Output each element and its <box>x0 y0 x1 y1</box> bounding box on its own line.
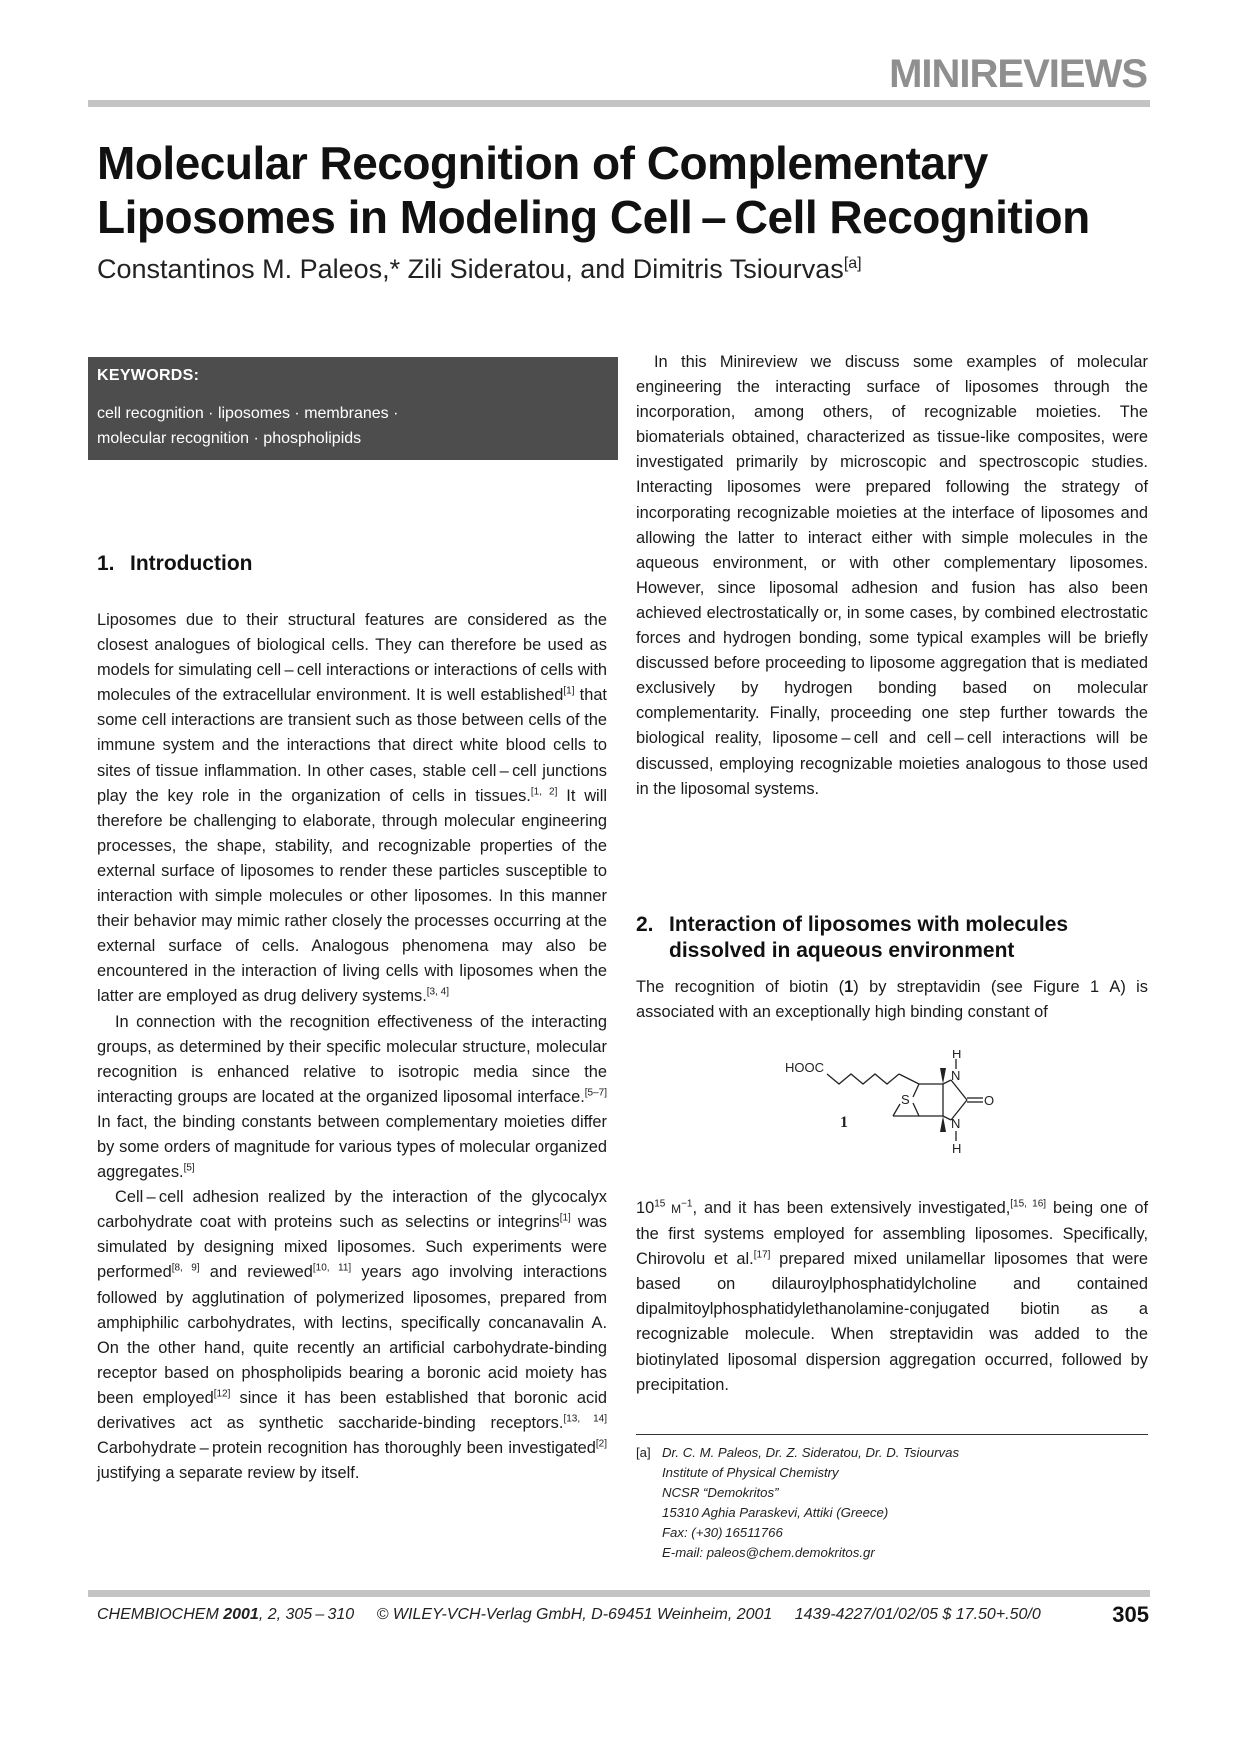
citation: [1] <box>563 685 575 697</box>
hydrogen-label-bottom: H <box>952 1141 962 1156</box>
footnote-line: NCSR “Demokritos” <box>662 1485 779 1500</box>
intro-paragraph-2: In connection with the recognition effectiveness of the interacting groups, as determined by their specific molecular structure, molecular recognition is enhanced relative to isotropic media since the interacting groups are located at the organized liposomal interface.[5–7] In fact, the binding constants between complementary moieties differ by some orders of magnitude for various types of molecular organized aggregates.[5] <box>97 1012 607 1182</box>
citation: [5–7] <box>584 1087 607 1099</box>
journal-year: 2001 <box>223 1606 259 1623</box>
keywords-line-1: cell recognition · liposomes · membranes · <box>97 405 399 422</box>
citation: [1] <box>559 1212 571 1224</box>
page-number: 305 <box>1112 1602 1149 1627</box>
citation: [12] <box>213 1388 231 1400</box>
bottom-rule <box>88 1590 1150 1597</box>
compound-number: 1 <box>840 1114 848 1131</box>
section-1-heading <box>97 551 252 577</box>
section-1-number: 1. <box>97 552 115 575</box>
intro-paragraph-1: Liposomes due to their structural features are considered as the closest analogues of biological cells. They can therefore be used as models for simulating cell – cell interactions or interactions of cells with molecules of the extracellular environment. It is well established[1] that some cell interactions are transient such as those between cells of the immune system and the interactions that direct white blood cells to sites of tissue inflammation. In other cases, stable cell – cell junctions play the key role in the organization of cells in tissues.[1, 2] It will therefore be challenging to elaborate, through molecular engineering processes, the shape, stability, and recognizable properties of the external surface of liposomes to render these particles susceptible to interaction with simple molecules or other liposomes. In this manner their behavior may mimic rather closely the processes occurring at the external surface of cells. Analogous phenomena may also be encountered in the interaction of living cells with liposomes when the latter are employed as drug delivery systems.[3, 4] <box>97 611 607 1006</box>
abstract <box>636 350 1148 802</box>
author-list <box>97 254 862 285</box>
authors-text: Constantinos M. Paleos,* Zili Sideratou, and Dimitris Tsiourvas <box>97 254 844 284</box>
section-2-title-line-1: Interaction of liposomes with molecules <box>669 913 1069 936</box>
footnote-line: E-mail: paleos@chem.demokritos.gr <box>662 1545 875 1560</box>
volume-pages: , 2, 305 – 310 <box>258 1606 355 1623</box>
page-footer <box>97 1602 1149 1627</box>
publisher-line: © WILEY-VCH-Verlag GmbH, D-69451 Weinheim, 2001 <box>376 1606 773 1623</box>
hooc-label: HOOC <box>785 1060 824 1075</box>
title-line-1: Molecular Recognition of Complementary <box>97 137 988 189</box>
citation: [2] <box>595 1438 607 1450</box>
hydrogen-label-top: H <box>952 1050 962 1061</box>
citation: [17] <box>753 1249 771 1261</box>
keywords-list <box>97 401 607 451</box>
keywords-heading: KEYWORDS: <box>97 367 200 384</box>
title-line-2: Liposomes in Modeling Cell – Cell Recognition <box>97 191 1090 243</box>
affiliation-mark: [a] <box>843 255 862 272</box>
journal-name: CHEMBIOCHEM <box>97 1606 219 1623</box>
sulfur-label: S <box>901 1092 910 1107</box>
section-2-heading <box>636 912 1148 964</box>
footnote-rule <box>636 1434 1148 1435</box>
footnote-line: Dr. C. M. Paleos, Dr. Z. Sideratou, Dr. D. Tsiourvas <box>662 1445 960 1460</box>
wedge-bond-top <box>940 1068 946 1084</box>
compound-ref: 1 <box>844 978 854 996</box>
section-2-paragraph-1: The recognition of biotin (1) by streptavidin (see Figure 1 A) is associated with an exceptionally high binding constant of <box>636 978 1148 1022</box>
citation: [15, 16] <box>1010 1198 1047 1210</box>
left-column-body <box>97 608 607 1486</box>
nitrogen-label-top: N <box>951 1068 961 1083</box>
top-rule <box>88 100 1150 107</box>
oxygen-label: O <box>984 1093 995 1108</box>
footnote-mark: [a] <box>636 1445 651 1460</box>
footnote-line: Fax: (+30) 16511766 <box>662 1525 783 1540</box>
citation: [1, 2] <box>530 786 558 798</box>
keywords-box <box>88 357 618 460</box>
citation: [8, 9] <box>171 1262 200 1274</box>
citation: [13, 14] <box>563 1413 607 1425</box>
abstract-paragraph: In this Minireview we discuss some examples of molecular engineering the interacting surface of liposomes through the incorporation, among others, of recognizable moieties. The biomaterials obtained, characterized as tissue-like composites, were investigated primarily by microscopic and spectroscopic studies. Interacting liposomes were prepared following the strategy of incorporating recognizable moieties at the interface of liposomes and allowing the latter to interact either with simple molecules in the aqueous environment, or with other complementary liposomes. However, since liposomal adhesion and fusion has also been achieved electrostatically or, in some cases, by combined electrostatic forces and hydrogen bonding, some typical examples will be briefly discussed before proceeding to liposome aggregation that is mediated exclusively by hydrogen bonding based on molecular complementarity. Finally, proceeding one step further towards the biological reality, liposome – cell and cell – cell interactions will be discussed, employing recognizable moieties analogous to those used in the liposomal systems. <box>636 353 1148 798</box>
keywords-line-2: molecular recognition · phospholipids <box>97 430 362 447</box>
footnote-line: 15310 Aghia Paraskevi, Attiki (Greece) <box>662 1505 889 1520</box>
intro-paragraph-3: Cell – cell adhesion realized by the interaction of the glycocalyx carbohydrate coat with proteins such as selectins or integrins[1] was simulated by designing mixed liposomes. Such experiments were performed[8, 9] and reviewed[10, 11] years ago involving interactions followed by agglutination of polymerized liposomes, prepared from amphiphilic carbohydrates, with lectins, specifically concanavalin A. On the other hand, quite recently an artificial carbohydrate-binding receptor based on phospholipids bearing a boronic acid moiety has been employed[12] since it has been established that boronic acid derivatives act as synthetic saccharide-binding receptors.[13, 14] Carbohydrate – protein recognition has thoroughly been investigated[2] justifying a separate review by itself. <box>97 1188 608 1483</box>
issn-code: 1439-4227/01/02/05 $ 17.50+.50/0 <box>794 1606 1041 1623</box>
citation: [10, 11] <box>312 1262 352 1274</box>
section-2-number: 2. <box>636 913 654 936</box>
section-1-title: Introduction <box>130 552 253 575</box>
citation: [3, 4] <box>426 986 450 998</box>
section-label: MINIREVIEWS <box>889 52 1147 96</box>
affiliation-footnote <box>636 1443 959 1563</box>
nitrogen-label-bottom: N <box>951 1116 961 1131</box>
wedge-bond-bottom <box>940 1116 946 1132</box>
biotin-structure-diagram <box>775 1050 1015 1170</box>
section-2-title-line-2: dissolved in aqueous environment <box>669 939 1015 962</box>
footnote-line: Institute of Physical Chemistry <box>662 1465 839 1480</box>
citation: [5] <box>183 1162 195 1174</box>
article-title <box>97 136 1157 244</box>
section-2-paragraph-2: $10^{15}$ $M^{-1}$, and it has been extensively investigated,[15, 16] being one of the first systems employed for assembling liposomes. Specifically, Chirovolu et al.[17] prepared mixed unilamellar liposomes that were based on dilauroylphosphatidylcholine and contained dipalmitoylphosphatidylethanolamine-conjugated biotin as a recognizable molecule. When streptavidin was added to the biotinylated liposomal dispersion aggregation occurred, followed by precipitation. <box>636 1198 1149 1394</box>
